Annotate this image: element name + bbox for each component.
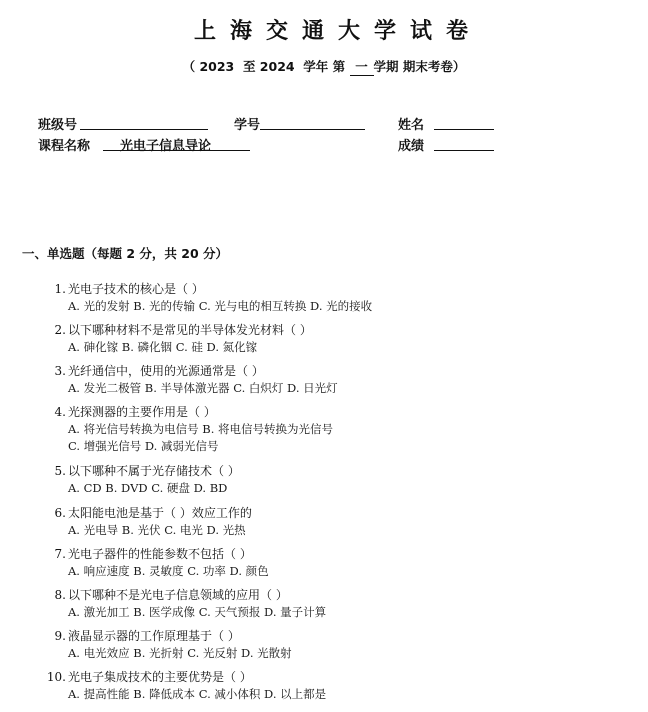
question-options: A. 将光信号转换为电信号 B. 将电信号转换为光信号 <box>68 422 334 436</box>
question-options: A. 发光二极管 B. 半导体激光器 C. 白炽灯 D. 日光灯 <box>68 381 338 395</box>
exam-title: 上海交通大学试卷 <box>193 19 482 44</box>
question-number: 10. <box>46 670 66 684</box>
question-text: 光纤通信中，使用的光源通常是（ ） <box>68 364 264 378</box>
question-item <box>40 403 620 455</box>
term-value: 一 <box>350 57 374 76</box>
question-item <box>40 586 620 621</box>
question-item <box>40 545 620 580</box>
question-number: 6. <box>54 506 66 520</box>
question-number: 1. <box>54 282 66 296</box>
student-id-label: 学号 <box>234 118 261 133</box>
question-item <box>40 362 620 397</box>
class-label: 班级号 <box>38 118 78 133</box>
question-item <box>40 462 620 497</box>
question-text: 光电子器件的性能参数不包括（ ） <box>68 547 252 561</box>
question-options: A. 提高性能 B. 降低成本 C. 减小体积 D. 以上都是 <box>68 687 327 701</box>
question-text: 光探测器的主要作用是（ ） <box>68 405 216 419</box>
question-text: 光电子集成技术的主要优势是（ ） <box>68 670 252 684</box>
question-options: A. 激光加工 B. 医学成像 C. 天气预报 D. 量子计算 <box>68 605 327 619</box>
question-number: 7. <box>54 547 66 561</box>
question-options: C. 增强光信号 D. 减弱光信号 <box>68 439 219 453</box>
question-text: 以下哪种材料不是常见的半导体发光材料（ ） <box>68 323 312 337</box>
name-label: 姓名 <box>398 118 425 133</box>
question-number: 2. <box>54 323 66 337</box>
question-options: A. 光的发射 B. 光的传输 C. 光与电的相互转换 D. 光的接收 <box>68 299 373 313</box>
question-number: 4. <box>54 405 66 419</box>
student-id-fill-line <box>260 129 365 130</box>
question-item <box>40 504 620 539</box>
question-item <box>40 321 620 356</box>
course-label: 课程名称 <box>38 139 91 154</box>
exam-subtitle <box>0 57 648 76</box>
question-number: 5. <box>54 464 66 478</box>
question-options: A. 光电导 B. 光伏 C. 电光 D. 光热 <box>68 523 246 537</box>
subtitle-prefix: （ 2023 至 2024 学年 第 <box>182 59 346 74</box>
question-options: A. 电光效应 B. 光折射 C. 光反射 D. 光散射 <box>68 646 292 660</box>
question-item <box>40 668 620 703</box>
question-number: 8. <box>54 588 66 602</box>
question-item <box>40 627 620 662</box>
name-fill-line <box>434 129 494 130</box>
question-text: 液晶显示器的工作原理基于（ ） <box>68 629 240 643</box>
question-text: 以下哪种不是光电子信息领域的应用（ ） <box>68 588 288 602</box>
question-number: 9. <box>54 629 66 643</box>
score-label: 成绩 <box>398 139 425 154</box>
question-number: 3. <box>54 364 66 378</box>
course-fill-line <box>103 150 250 151</box>
question-text: 以下哪种不属于光存储技术（ ） <box>68 464 240 478</box>
subtitle-suffix: 学期 期末考卷） <box>373 59 466 74</box>
question-text: 光电子技术的核心是（ ） <box>68 282 204 296</box>
question-options: A. 砷化镓 B. 磷化铟 C. 硅 D. 氮化镓 <box>68 340 258 354</box>
question-options: A. 响应速度 B. 灵敏度 C. 功率 D. 颜色 <box>68 564 269 578</box>
question-text: 太阳能电池是基于（ ）效应工作的 <box>68 506 252 520</box>
section-title: 一、单选题（每题 2 分，共 20 分） <box>22 246 229 261</box>
class-fill-line <box>80 129 208 130</box>
question-options: A. CD B. DVD C. 硬盘 D. BD <box>68 481 228 495</box>
score-fill-line <box>434 150 494 151</box>
question-item <box>40 280 620 315</box>
course-value: 光电子信息导论 <box>120 139 212 154</box>
